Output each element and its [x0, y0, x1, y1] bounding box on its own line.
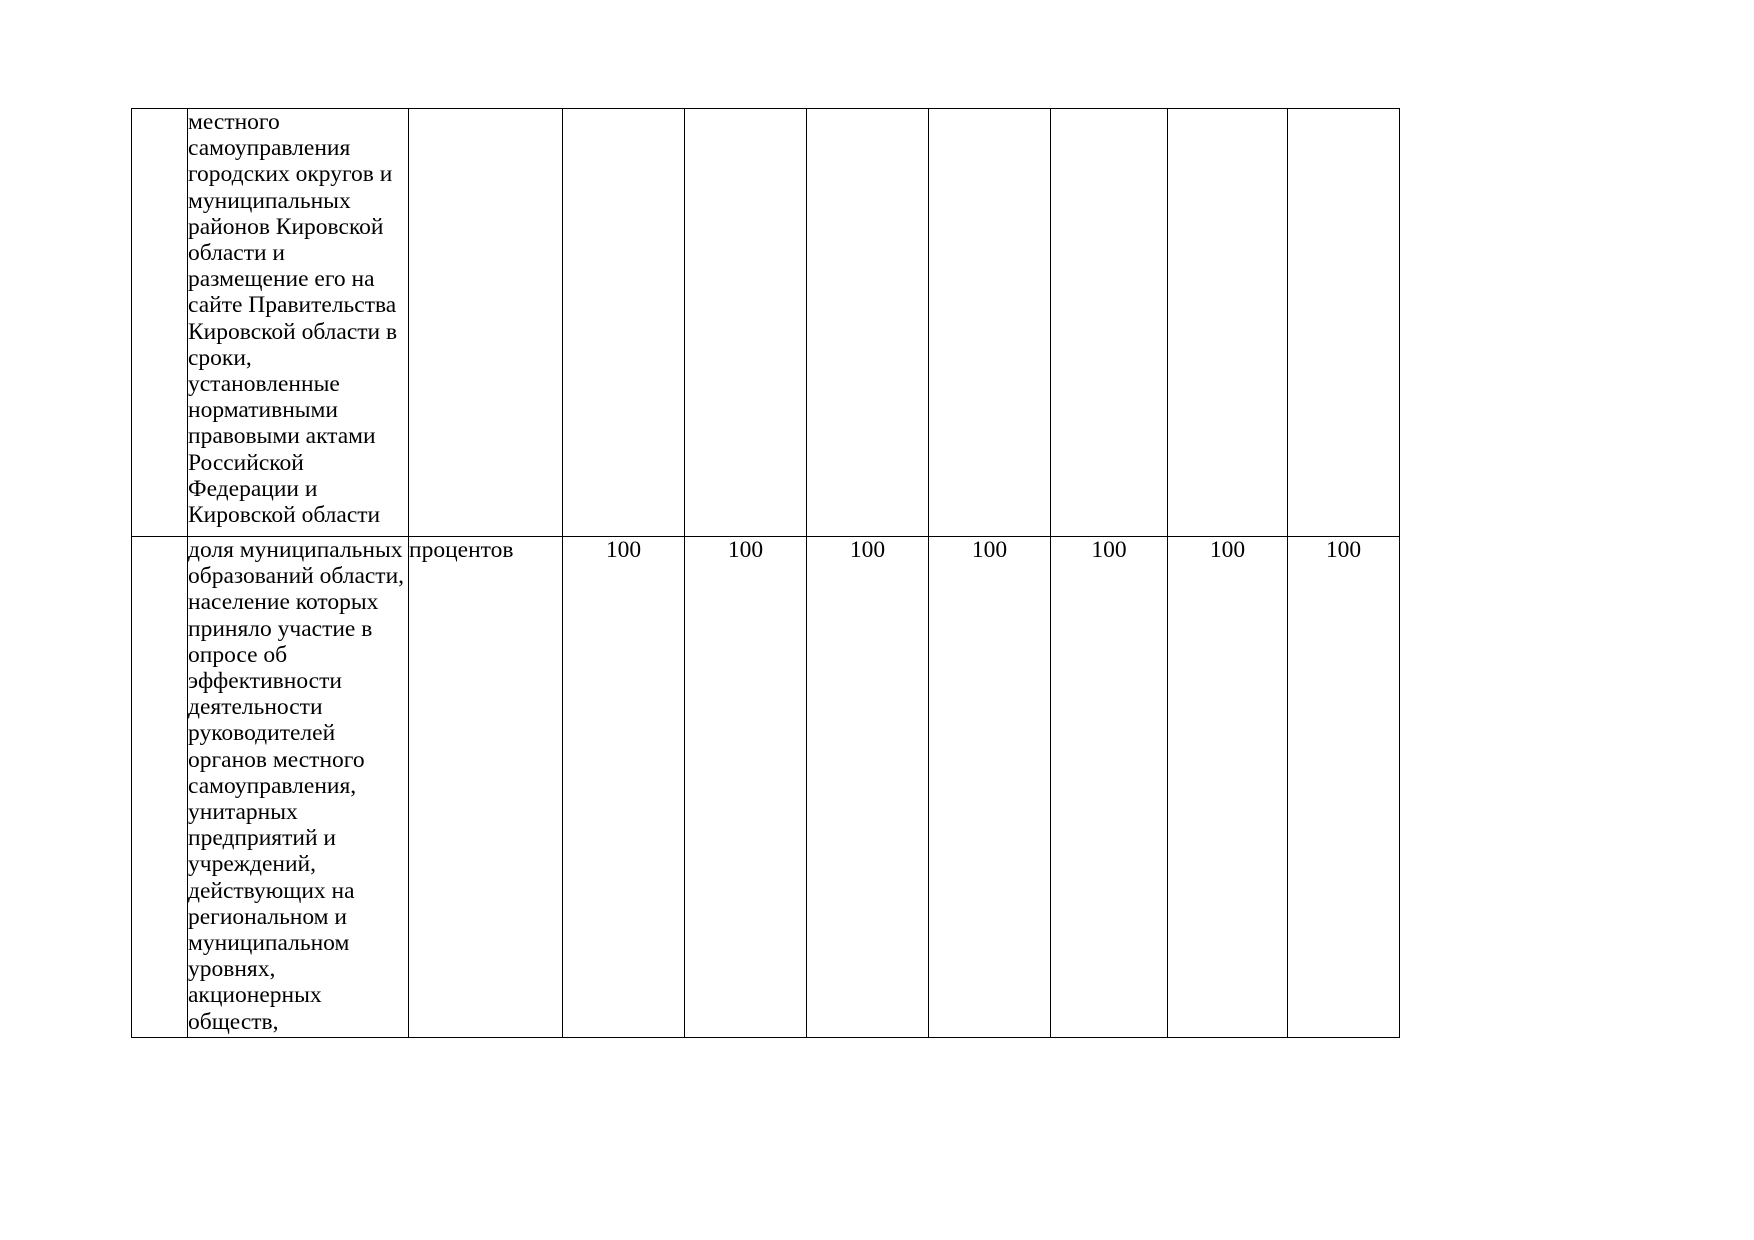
table-row	[132, 537, 1400, 1038]
value-cell-3	[807, 109, 929, 537]
table-row	[132, 109, 1400, 537]
indicator-name-text: местного самоуправления городских округов и муниципальных районов Кировской области и размещение его на сайте Правительства Кировской области в сроки, установленные нормативными правовыми актами Российской Федерации и Кировской области	[188, 109, 398, 529]
unit-cell	[409, 537, 563, 1038]
value-text-1: 100	[605, 537, 642, 563]
value-text-2: 100	[727, 537, 764, 563]
value-text-6: 100	[1209, 537, 1246, 563]
indicator-name-text: доля муниципальных образований области, население которых приняло участие в опросе об эффективности деятельности руководителей органов местного самоуправления, унитарных предприятий и учреждений, действующих на региональном и муниципальном уровнях, акционерных обществ,	[188, 537, 405, 1035]
indicator-name-cell	[188, 537, 409, 1038]
value-text-4: 100	[971, 537, 1008, 563]
unit-cell	[409, 109, 563, 537]
value-cell-6	[1168, 109, 1288, 537]
value-cell-1	[563, 109, 685, 537]
row-number-cell	[132, 537, 188, 1038]
value-text-3: 100	[849, 537, 886, 563]
value-cell-1	[563, 537, 685, 1038]
value-cell-2	[685, 537, 807, 1038]
value-cell-7	[1288, 109, 1400, 537]
row-number-cell	[132, 109, 188, 537]
indicators-table	[131, 108, 1400, 1038]
value-text-5: 100	[1091, 537, 1127, 563]
value-text-7: 100	[1325, 537, 1362, 563]
value-cell-6	[1168, 537, 1288, 1038]
value-cell-5	[1051, 109, 1168, 537]
value-cell-4	[929, 109, 1051, 537]
value-cell-3	[807, 537, 929, 1038]
value-cell-2	[685, 109, 807, 537]
unit-text: процентов	[409, 537, 514, 563]
value-cell-5	[1051, 537, 1168, 1038]
value-cell-4	[929, 537, 1051, 1038]
value-cell-7	[1288, 537, 1400, 1038]
indicator-name-cell	[188, 109, 409, 537]
